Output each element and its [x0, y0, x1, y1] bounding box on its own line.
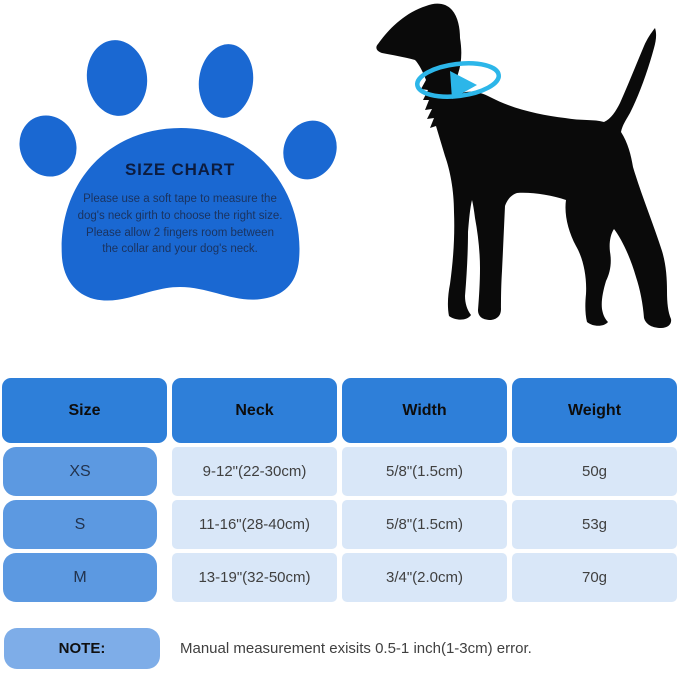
- dog-silhouette-icon: [370, 0, 679, 340]
- note-badge: NOTE:: [4, 628, 160, 669]
- note-text: Manual measurement exisits 0.5-1 inch(1-3cm) error.: [180, 640, 532, 657]
- size-instructions-line: Please use a soft tape to measure the: [83, 193, 277, 205]
- size-instructions: [28, 191, 332, 258]
- width-cell-m: 3/4"(2.0cm): [342, 553, 507, 602]
- dog-body: [376, 4, 671, 328]
- neck-cell-xs: 9-12"(22-30cm): [172, 447, 337, 496]
- size-instructions-line: Please allow 2 fingers room between: [86, 226, 274, 239]
- neck-cell-m: 13-19"(32-50cm): [172, 553, 337, 602]
- table-header-size: Size: [2, 378, 167, 443]
- size-table: [2, 378, 677, 602]
- paw-print-card: [0, 20, 360, 350]
- table-header-neck: Neck: [172, 378, 337, 443]
- size-cell-xs: XS: [3, 447, 157, 496]
- size-cell-m: M: [3, 553, 157, 602]
- note-row: [2, 628, 677, 669]
- width-cell-s: 5/8"(1.5cm): [342, 500, 507, 549]
- size-chart-title: SIZE CHART: [125, 160, 235, 179]
- size-cell-s: S: [3, 500, 157, 549]
- weight-cell-xs: 50g: [512, 447, 677, 496]
- size-instructions-line: dog's neck girth to choose the right size.: [77, 209, 283, 222]
- table-header-weight: Weight: [512, 378, 677, 443]
- weight-cell-m: 70g: [512, 553, 677, 602]
- neck-cell-s: 11-16"(28-40cm): [172, 500, 337, 549]
- width-cell-xs: 5/8"(1.5cm): [342, 447, 507, 496]
- dog-figure: [370, 0, 679, 340]
- table-header-width: Width: [342, 378, 507, 443]
- paw-print-icon: [0, 20, 360, 350]
- weight-cell-s: 53g: [512, 500, 677, 549]
- size-instructions-line: the collar and your dog's neck.: [102, 243, 258, 256]
